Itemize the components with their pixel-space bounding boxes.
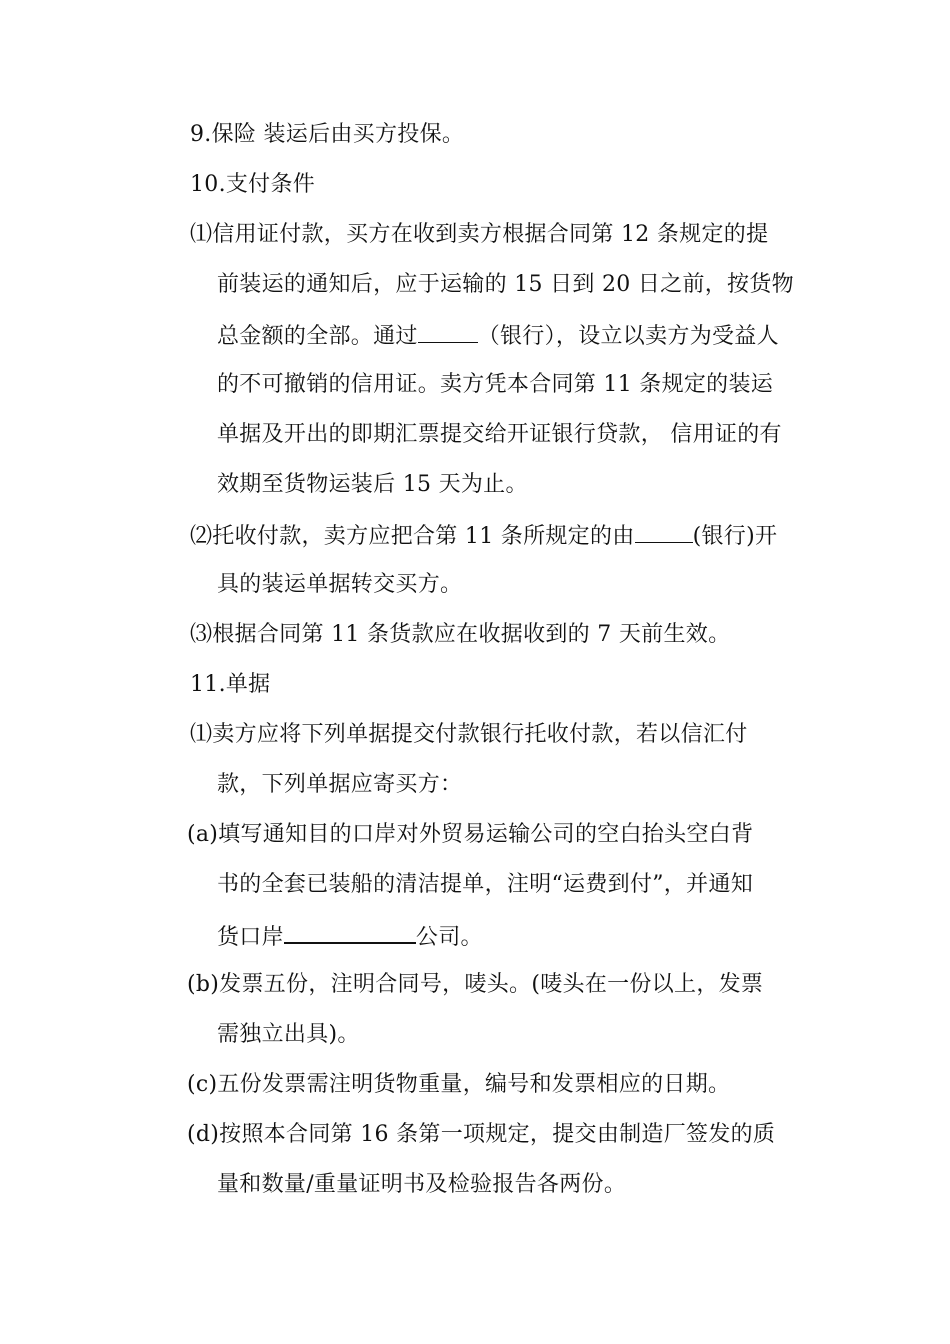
- item-a-line-1: [187, 820, 753, 850]
- item-a-line-2: [217, 870, 753, 900]
- line-text: 货口岸: [217, 925, 284, 950]
- line-text: 总金额的全部。通过: [217, 324, 418, 349]
- clause-10-1-line-3: [217, 320, 779, 352]
- line-text: (a)填写通知目的口岸对外贸易运输公司的空白抬头空白背: [187, 822, 754, 847]
- clause-10-1-line-5: [217, 420, 782, 450]
- line-text: （银行），设立以卖方为受益人: [477, 324, 779, 349]
- item-a-line-3: [217, 920, 483, 953]
- clause-10-1-line-4: [217, 370, 773, 400]
- line-text: 书的全套已装船的清洁提单，注明“运费到付”，并通知: [217, 872, 753, 897]
- bank-blank: [418, 320, 478, 343]
- line-text: 的不可撤销的信用证。卖方凭本合同第 11 条规定的装运: [217, 372, 774, 397]
- line-text: (d)按照本合同第 16 条第一项规定，提交由制造厂签发的质: [187, 1122, 776, 1147]
- line-text: ⑵托收付款，卖方应把合第 11 条所规定的由: [190, 524, 635, 549]
- item-d-line-2: [217, 1170, 626, 1200]
- line-text: 9.保险 装运后由买方投保。: [190, 122, 465, 147]
- section-10-heading: [190, 170, 315, 200]
- line-text: 具的装运单据转交买方。: [217, 572, 463, 597]
- line-text: 10.支付条件: [190, 172, 316, 197]
- clause-11-1-line-2: [217, 770, 462, 800]
- line-text: ⑶根据合同第 11 条货款应在收据收到的 7 天前生效。: [190, 622, 731, 647]
- line-text: (银行)开: [692, 524, 778, 549]
- item-b-line-1: [187, 970, 763, 1000]
- line-text: 效期至货物运装后 15 天为止。: [217, 472, 528, 497]
- line-text: 单据及开出的即期汇票提交给开证银行贷款， 信用证的有: [217, 422, 782, 447]
- section-11-heading: [190, 670, 271, 700]
- line-text: 量和数量/重量证明书及检验报告各两份。: [217, 1172, 627, 1197]
- line-text: (c)五份发票需注明货物重量，编号和发票相应的日期。: [187, 1072, 731, 1097]
- clause-10-2-line-2: [217, 570, 462, 600]
- clause-11-1-line-1: [190, 720, 748, 750]
- clause-10-2-line-1: [190, 520, 777, 552]
- line-text: (b)发票五份，注明合同号，唛头。(唛头在一份以上，发票: [187, 972, 764, 997]
- line-text: 公司。: [415, 925, 483, 950]
- line-text: 需独立出具)。: [217, 1022, 360, 1047]
- line-text: 前装运的通知后，应于运输的 15 日到 20 日之前，按货物: [217, 272, 794, 297]
- section-9-insurance: [190, 120, 464, 150]
- line-text: 款，下列单据应寄买方：: [217, 772, 463, 797]
- item-c: [187, 1070, 730, 1100]
- port-company-blank: [284, 920, 416, 944]
- line-text: ⑴信用证付款，买方在收到卖方根据合同第 12 条规定的提: [190, 222, 769, 247]
- clause-10-1-line-6: [217, 470, 528, 500]
- clause-10-1-line-2: [217, 270, 794, 300]
- bank-blank: [635, 520, 693, 543]
- clause-10-3: [190, 620, 730, 650]
- item-b-line-2: [217, 1020, 360, 1050]
- line-text: ⑴卖方应将下列单据提交付款银行托收付款，若以信汇付: [190, 722, 748, 747]
- line-text: 11.单据: [190, 672, 271, 697]
- clause-10-1-line-1: [190, 220, 768, 250]
- item-d-line-1: [187, 1120, 775, 1150]
